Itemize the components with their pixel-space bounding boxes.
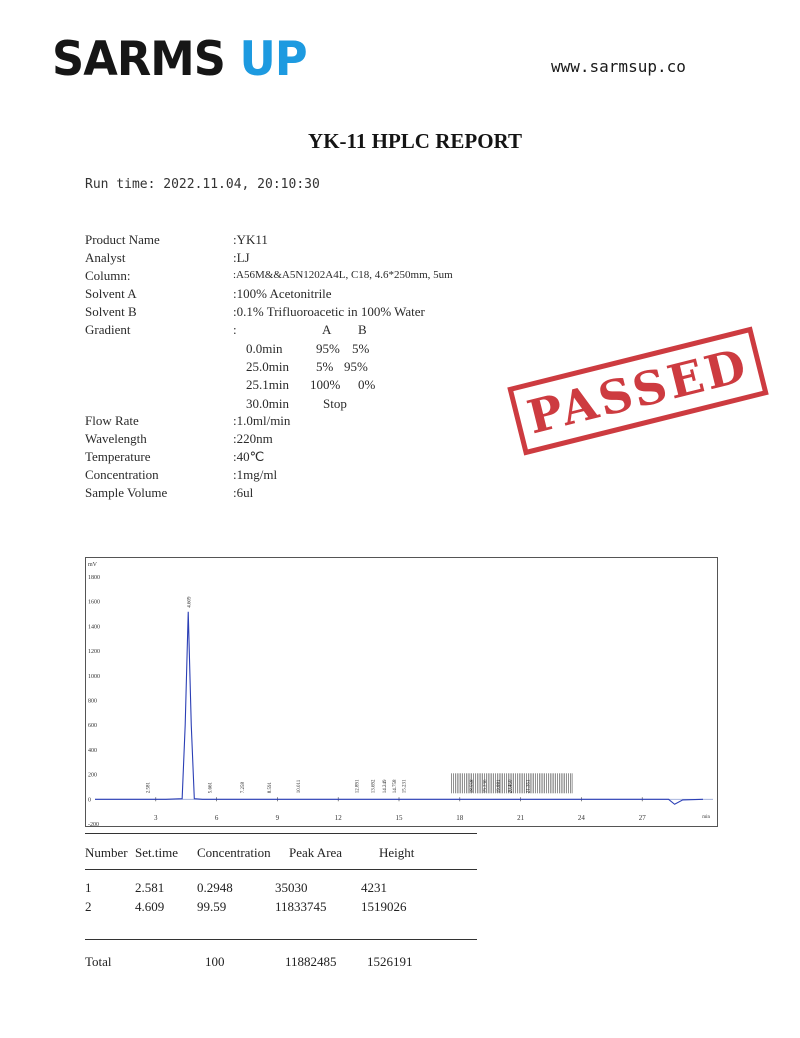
gradient-a: 95% (316, 341, 340, 356)
chart-frame (86, 558, 718, 827)
param-label: Temperature (85, 449, 151, 464)
peak-label: 14.758 (393, 779, 399, 794)
peak-label: 18.558 (470, 779, 476, 794)
param-value: :1.0ml/min (233, 413, 291, 428)
param-label: Concentration (85, 467, 159, 482)
gradient-time: 0.0min (246, 341, 283, 356)
table-header-height: Height (379, 845, 415, 860)
gradient-a: Stop (323, 396, 347, 411)
param-value: :LJ (233, 250, 250, 265)
param-value: :1mg/ml (233, 467, 278, 482)
table-cell: 1519026 (361, 899, 407, 914)
gradient-header-b: B (358, 322, 367, 337)
table-total-height: 1526191 (367, 954, 413, 969)
peak-label: 2.581 (146, 782, 152, 794)
peak-label: 10.011 (296, 779, 302, 794)
param-label: Solvent B (85, 304, 137, 319)
table-cell: 35030 (275, 880, 308, 895)
param-label: Product Name (85, 232, 160, 247)
param-value: :6ul (233, 485, 254, 500)
gradient-time: 25.1min (246, 377, 289, 392)
param-value: :A56M&&A5N1202A4L, C18, 4.6*250mm, 5um (233, 269, 453, 281)
param-label: Gradient (85, 322, 131, 337)
gradient-b: 5% (352, 341, 370, 356)
x-tick-label: 6 (214, 814, 219, 822)
gradient-a: 100% (310, 377, 341, 392)
website-url: www.sarmsup.co (551, 57, 686, 76)
table-cell: 1 (85, 880, 92, 895)
param-label: Sample Volume (85, 485, 168, 500)
table-cell: 11833745 (275, 899, 327, 914)
x-tick-label: 18 (456, 814, 464, 822)
param-value: :0.1% Trifluoroacetic in 100% Water (233, 304, 425, 319)
table-divider (85, 939, 477, 940)
run-time: Run time: 2022.11.04, 20:10:30 (85, 177, 320, 192)
table-header-number: Number (85, 845, 128, 860)
brand-logo (52, 32, 307, 87)
gradient-time: 25.0min (246, 359, 289, 374)
y-tick-label: 200 (88, 772, 97, 779)
table-header-settime: Set.time (135, 845, 178, 860)
param-value: :YK11 (233, 232, 268, 247)
x-tick-label: 24 (577, 814, 585, 822)
table-total-label: Total (85, 954, 112, 969)
param-label: Analyst (85, 250, 126, 265)
peak-label: 15.231 (402, 779, 408, 794)
table-header-concentration: Concentration (197, 845, 271, 860)
table-header-peakarea: Peak Area (289, 845, 343, 860)
peak-label: 13.692 (371, 779, 377, 794)
y-tick-label: 1200 (88, 649, 100, 656)
x-tick-label: 27 (638, 814, 646, 822)
param-value: :220nm (233, 431, 273, 446)
peak-label: 5.661 (208, 782, 214, 794)
logo-text-up: UP (239, 32, 307, 87)
table-total-area: 11882485 (285, 954, 337, 969)
y-tick-label: 1600 (88, 599, 100, 606)
table-cell: 0.2948 (197, 880, 233, 895)
x-tick-label: 12 (334, 814, 342, 822)
peak-label: 8.591 (268, 782, 274, 794)
table-divider (85, 869, 477, 870)
y-tick-label: 1800 (88, 575, 100, 581)
param-value: : (233, 322, 237, 337)
chromatogram-chart (85, 557, 718, 827)
gradient-b: 95% (344, 359, 368, 374)
report-title: YK-11 HPLC REPORT (308, 129, 522, 153)
x-tick-label: 3 (154, 814, 158, 822)
x-axis-label: min (702, 815, 710, 820)
param-label: Solvent A (85, 286, 137, 301)
peak-label: 14.249 (382, 779, 388, 794)
y-tick-label: 800 (88, 698, 97, 705)
gradient-a: 5% (316, 359, 334, 374)
y-axis-label: mV (88, 562, 97, 568)
param-label: Flow Rate (85, 413, 139, 428)
y-tick-label: 0 (88, 797, 91, 804)
table-divider (85, 833, 477, 834)
param-value: :100% Acetonitrile (233, 286, 332, 301)
logo-text-sarms: SARMS (52, 32, 225, 87)
y-tick-label: 1400 (88, 624, 100, 631)
y-tick-label: 1000 (88, 673, 100, 680)
table-total-concentration: 100 (205, 954, 225, 969)
param-value: :40℃ (233, 449, 265, 464)
gradient-b: 0% (358, 377, 376, 392)
table-cell: 2.581 (135, 880, 165, 895)
gradient-header-a: A (322, 322, 332, 337)
x-tick-label: 15 (395, 814, 403, 822)
peak-label: 12.891 (355, 779, 361, 794)
peak-label: 7.258 (241, 782, 247, 794)
param-label: Wavelength (85, 431, 147, 446)
peak-label: 20.450 (508, 779, 514, 794)
param-label: Column: (85, 268, 131, 283)
peak-label: 19.230 (483, 779, 489, 794)
table-cell: 99.59 (197, 899, 227, 914)
passed-stamp: PASSED (507, 327, 768, 456)
x-tick-label: 21 (517, 814, 525, 822)
peak-label: 4.609 (187, 596, 193, 608)
table-cell: 4.609 (135, 899, 165, 914)
table-cell: 4231 (361, 880, 387, 895)
y-tick-label: 400 (88, 747, 97, 754)
table-cell: 2 (85, 899, 92, 914)
y-tick-label: -200 (88, 822, 99, 827)
y-tick-label: 600 (88, 723, 97, 730)
peak-label: 21.351 (526, 779, 532, 794)
gradient-time: 30.0min (246, 396, 289, 411)
x-tick-label: 9 (275, 814, 280, 822)
peak-label: 19.881 (496, 779, 502, 794)
